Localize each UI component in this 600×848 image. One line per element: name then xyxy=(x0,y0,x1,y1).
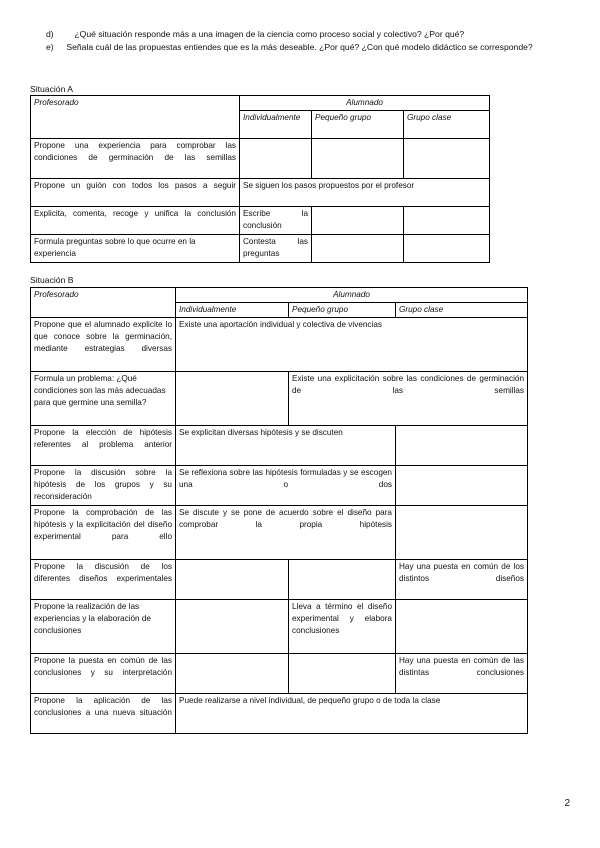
prof-cell: Propone la discusión de los diferentes diseños experimentales xyxy=(31,560,176,600)
prof-cell: Propone la comprobación de las hipótesis y la explicitación del diseño experimental para ello xyxy=(31,506,176,560)
prof-cell: Propone la puesta en común de las conclusiones y su interpretación xyxy=(31,654,176,694)
header-profesorado: Profesorado xyxy=(31,96,240,139)
question-text: ¿Qué situación responde más a una imagen de la ciencia como proceso social y colectivo? ¿Por qué? xyxy=(74,29,465,39)
subheader-pequeno-grupo: Pequeño grupo xyxy=(289,303,396,318)
empty-cell xyxy=(240,139,312,179)
alum-cell: Hay una puesta en común de los distintos diseños xyxy=(396,560,528,600)
empty-cell xyxy=(289,654,396,694)
empty-cell xyxy=(312,235,404,263)
empty-cell xyxy=(176,654,289,694)
alum-cell: Contesta las preguntas xyxy=(240,235,312,263)
alum-cell: Escribe la conclusión xyxy=(240,207,312,235)
alum-cell: Existe una explicitación sobre las condiciones de germinación de las semillas xyxy=(289,372,528,426)
table-row xyxy=(31,426,528,466)
empty-cell xyxy=(289,560,396,600)
page-number: 2 xyxy=(564,798,570,809)
empty-cell xyxy=(176,600,289,654)
empty-cell xyxy=(312,139,404,179)
empty-cell xyxy=(396,506,528,560)
empty-cell xyxy=(176,372,289,426)
alum-cell: Hay una puesta en común de las distintas conclusiones xyxy=(396,654,528,694)
empty-cell xyxy=(176,560,289,600)
empty-cell xyxy=(404,207,490,235)
question-label: e) xyxy=(46,42,54,52)
question-d xyxy=(46,28,576,40)
empty-cell xyxy=(396,466,528,506)
table-row xyxy=(31,506,528,560)
subheader-pequeno-grupo: Pequeño grupo xyxy=(312,111,404,139)
table-row xyxy=(31,207,490,235)
empty-cell xyxy=(396,600,528,654)
alum-cell: Se reflexiona sobre las hipótesis formuladas y se escogen una o dos xyxy=(176,466,396,506)
question-text: Señala cuál de las propuestas entiendes que es la más deseable. ¿Por qué? ¿Con qué modelo didáctico se corresponde? xyxy=(66,42,533,52)
table-row xyxy=(31,179,490,207)
alum-cell: Existe una aportación individual y colectiva de vivencias xyxy=(176,318,528,372)
empty-cell xyxy=(396,426,528,466)
header-alumnado: Alumnado xyxy=(176,288,528,303)
prof-cell: Propone la elección de hipótesis referentes al problema anterior xyxy=(31,426,176,466)
subheader-grupo-clase: Grupo clase xyxy=(404,111,490,139)
question-e xyxy=(46,41,576,53)
prof-cell: Propone la realización de las experiencias y la elaboración de conclusiones xyxy=(31,600,176,654)
prof-cell: Formula un problema: ¿Qué condiciones son las más adecuadas para que germine una semilla? xyxy=(31,372,176,426)
alum-cell: Lleva a término el diseño experimental y elabora conclusiones xyxy=(289,600,396,654)
alum-cell: Puede realizarse a nivel individual, de pequeño grupo o de toda la clase xyxy=(176,694,528,734)
alum-cell: Se explicitan diversas hipótesis y se discuten xyxy=(176,426,396,466)
empty-cell xyxy=(404,235,490,263)
table-row xyxy=(31,600,528,654)
prof-cell: Explicita, comenta, recoge y unifica la conclusión xyxy=(31,207,240,235)
question-label: d) xyxy=(46,29,54,39)
table-row xyxy=(31,139,490,179)
situacion-b-title: Situación B xyxy=(30,275,74,285)
prof-cell: Propone que el alumnado explicite lo que conoce sobre la germinación, mediante estrategias diversas xyxy=(31,318,176,372)
situacion-a-title: Situación A xyxy=(30,84,73,94)
table-row xyxy=(31,654,528,694)
table-row xyxy=(31,694,528,734)
prof-cell: Propone la aplicación de las conclusiones a una nueva situación xyxy=(31,694,176,734)
header-profesorado: Profesorado xyxy=(31,288,176,318)
table-row xyxy=(31,318,528,372)
header-alumnado: Alumnado xyxy=(240,96,490,111)
alum-cell: Se siguen los pasos propuestos por el profesor xyxy=(240,179,490,207)
subheader-grupo-clase: Grupo clase xyxy=(396,303,528,318)
prof-cell: Propone la discusión sobre la hipótesis de los grupos y su reconsideración xyxy=(31,466,176,506)
situacion-b-table xyxy=(30,287,528,734)
table-row xyxy=(31,466,528,506)
situacion-a-table xyxy=(30,95,490,263)
empty-cell xyxy=(312,207,404,235)
prof-cell: Propone un guión con todos los pasos a seguir xyxy=(31,179,240,207)
prof-cell: Propone una experiencia para comprobar las condiciones de germinación de las semillas xyxy=(31,139,240,179)
alum-cell: Se discute y se pone de acuerdo sobre el diseño para comprobar la propia hipótesis xyxy=(176,506,396,560)
empty-cell xyxy=(404,139,490,179)
table-row xyxy=(31,560,528,600)
table-row xyxy=(31,372,528,426)
table-row xyxy=(31,235,490,263)
subheader-individual: Individualmente xyxy=(240,111,312,139)
subheader-individual: Individualmente xyxy=(176,303,289,318)
prof-cell: Formula preguntas sobre lo que ocurre en la experiencia xyxy=(31,235,240,263)
